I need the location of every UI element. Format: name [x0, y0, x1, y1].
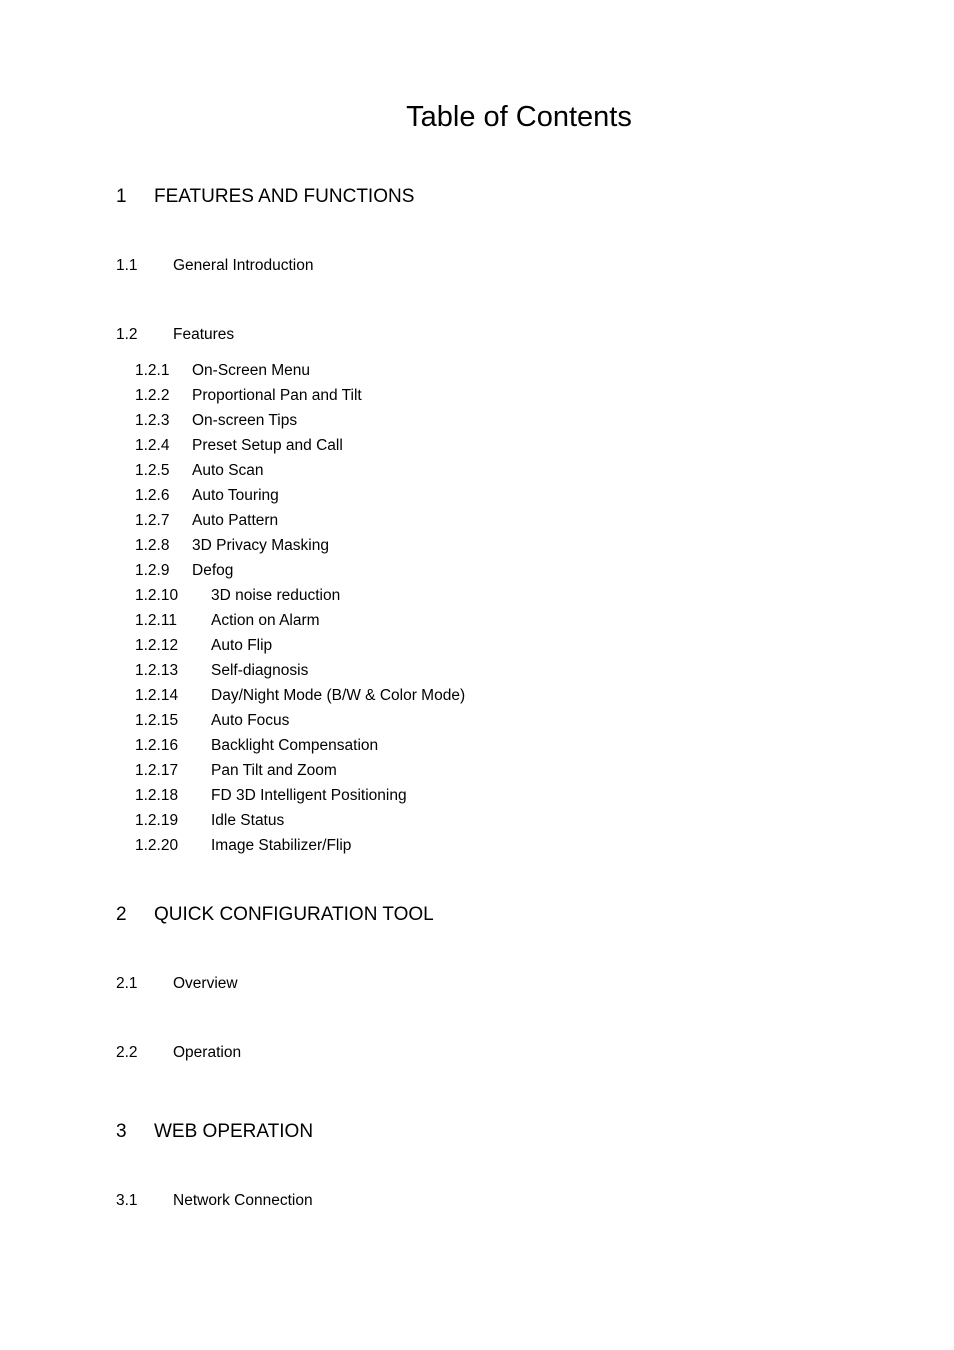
- toc-entry-number: 3: [116, 1121, 127, 1142]
- toc-entry-number: 3.1: [116, 1192, 138, 1209]
- toc-entry-title: Overview: [173, 975, 238, 992]
- toc-entry-number: 1.2.3: [135, 412, 170, 429]
- toc-entry-number: 1.2.9: [135, 562, 170, 579]
- toc-entry-number: 1: [116, 186, 127, 207]
- toc-entry-number: 1.2.16: [135, 737, 179, 754]
- toc-entry-title: WEB OPERATION: [154, 1121, 314, 1142]
- toc-entry-title: General Introduction: [173, 257, 314, 274]
- toc-entry-title: Proportional Pan and Tilt: [192, 387, 362, 404]
- toc-entry-title: QUICK CONFIGURATION TOOL: [154, 904, 434, 925]
- toc-entry-number: 1.2.6: [135, 487, 170, 504]
- toc-entry-title: Network Connection: [173, 1192, 313, 1209]
- toc-entry-number: 1.2.2: [135, 387, 170, 404]
- toc-entry-title: Auto Scan: [192, 462, 264, 479]
- toc-entry-title: FEATURES AND FUNCTIONS: [154, 186, 415, 207]
- toc-entry-number: 1.2.8: [135, 537, 170, 554]
- toc-entry-number: 1.2.13: [135, 662, 179, 679]
- toc-entry-title: On-screen Tips: [192, 412, 298, 429]
- toc-entry-title: Image Stabilizer/Flip: [211, 837, 352, 854]
- toc-entry-number: 1.2: [116, 326, 138, 343]
- toc-entry-title: Backlight Compensation: [211, 737, 379, 754]
- toc-entry-title: Defog: [192, 562, 234, 579]
- toc-entry-number: 1.1: [116, 257, 138, 274]
- page-title: Table of Contents: [406, 101, 632, 133]
- toc-entry-title: 3D noise reduction: [211, 587, 341, 604]
- toc-entry-number: 1.2.11: [135, 612, 177, 629]
- toc-entry-number: 1.2.15: [135, 712, 179, 729]
- toc-entry-title: Action on Alarm: [211, 612, 320, 629]
- toc-entry-number: 1.2.10: [135, 587, 179, 604]
- toc-entry-title: Operation: [173, 1044, 242, 1061]
- toc-entry-title: Preset Setup and Call: [192, 437, 343, 454]
- toc-entry-number: 1.2.14: [135, 687, 179, 704]
- toc-entry-number: 1.2.12: [135, 637, 179, 654]
- toc-entry-title: Day/Night Mode (B/W & Color Mode): [211, 687, 466, 704]
- toc-entry-number: 1.2.7: [135, 512, 170, 529]
- toc-entry-number: 2.1: [116, 975, 138, 992]
- toc-entry-number: 1.2.19: [135, 812, 179, 829]
- toc-entry-number: 1.2.17: [135, 762, 179, 779]
- toc-entry-number: 1.2.20: [135, 837, 179, 854]
- toc-entry-title: On-Screen Menu: [192, 362, 311, 379]
- toc-entry-number: 1.2.18: [135, 787, 179, 804]
- toc-entry-title: Self-diagnosis: [211, 662, 309, 679]
- toc-entry-title: Features: [173, 326, 235, 343]
- toc-entry-title: FD 3D Intelligent Positioning: [211, 787, 407, 804]
- toc-entry-title: Pan Tilt and Zoom: [211, 762, 337, 779]
- toc-entry-title: Auto Flip: [211, 637, 273, 654]
- toc-entry-title: Auto Touring: [192, 487, 279, 504]
- toc-entry-title: Idle Status: [211, 812, 285, 829]
- toc-entry-number: 1.2.4: [135, 437, 170, 454]
- toc-entry-number: 2: [116, 904, 127, 925]
- toc-entry-title: Auto Pattern: [192, 512, 279, 529]
- toc-entry-title: Auto Focus: [211, 712, 290, 729]
- toc-entry-number: 1.2.1: [135, 362, 170, 379]
- toc-entry-number: 1.2.5: [135, 462, 170, 479]
- toc-entry-number: 2.2: [116, 1044, 138, 1061]
- toc-entry-title: 3D Privacy Masking: [192, 537, 329, 554]
